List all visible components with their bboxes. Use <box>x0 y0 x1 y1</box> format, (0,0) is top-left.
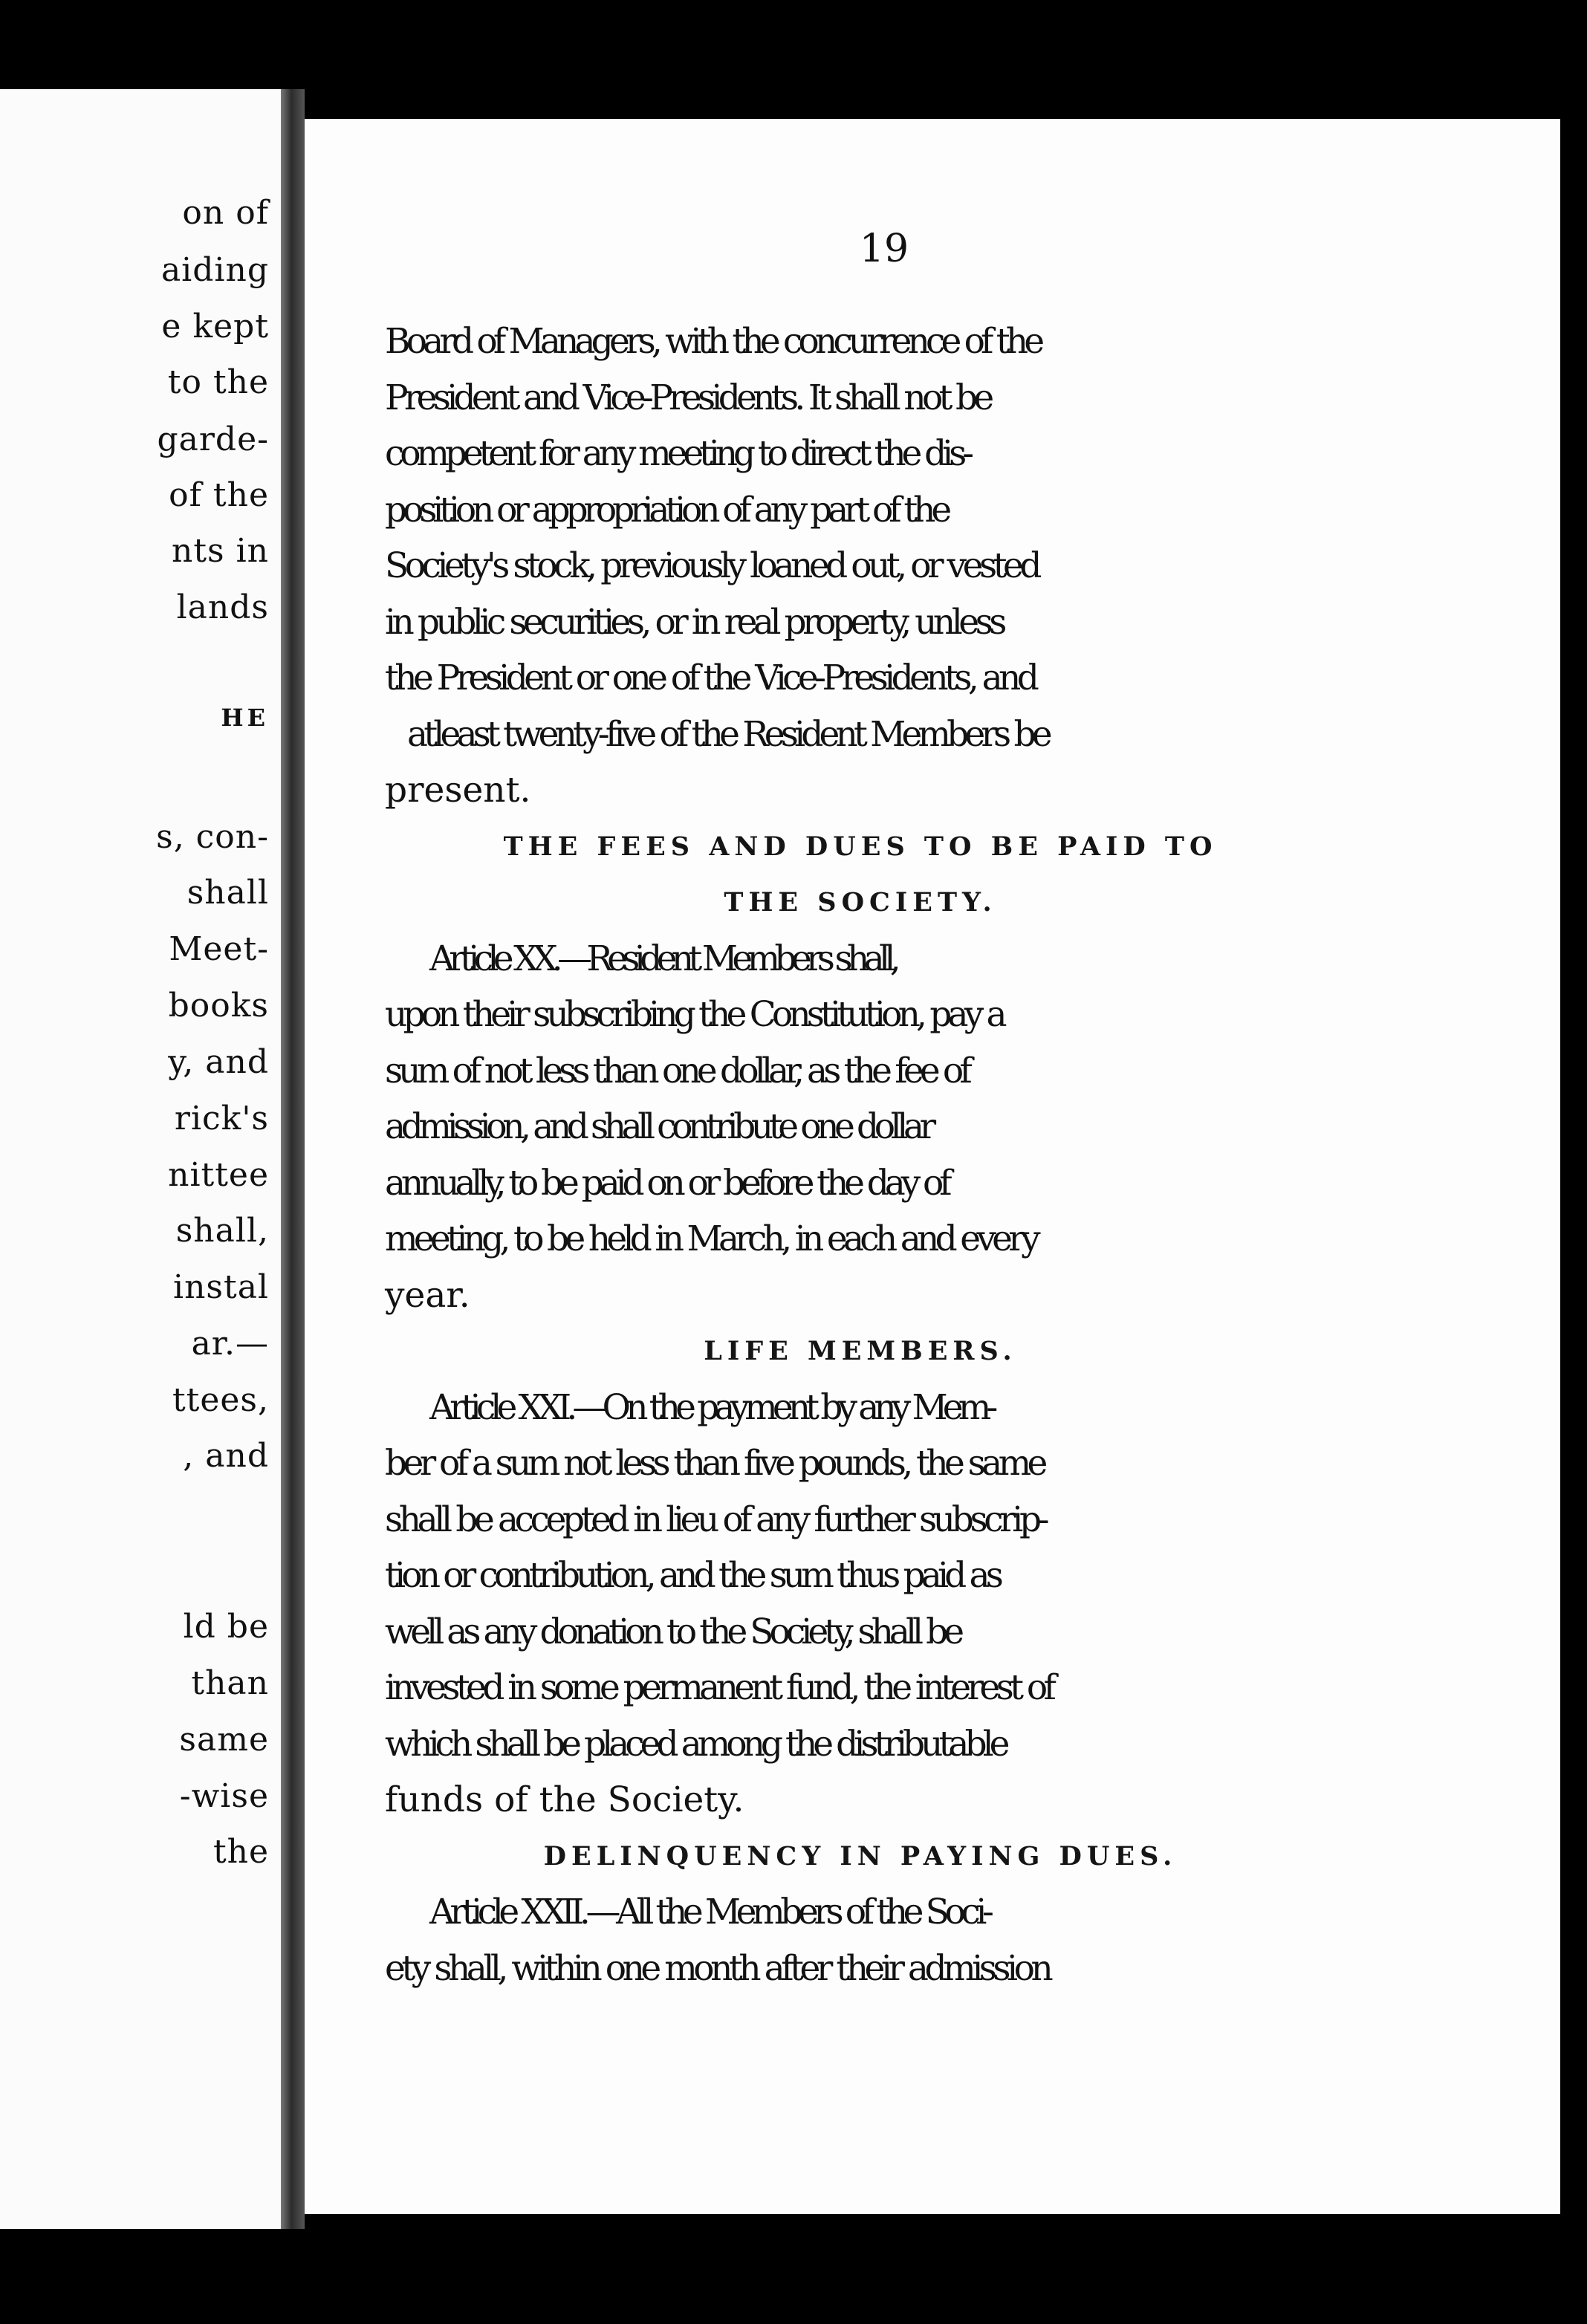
left-page-line: y, and <box>168 1043 269 1081</box>
left-page-line: -wise <box>179 1777 269 1815</box>
left-page-line: aiding <box>160 251 269 289</box>
left-page-line: of the <box>169 476 269 514</box>
text-line: ety shall, within one month after their admission <box>385 1947 1050 1989</box>
left-page-line: s, con- <box>156 818 269 856</box>
left-page-line: HE <box>221 704 269 732</box>
left-page-line: the <box>212 1833 269 1871</box>
left-page-line: same <box>179 1721 269 1759</box>
left-page-line: Meet- <box>169 930 269 968</box>
text-line: the President or one of the Vice-Presidents, and <box>385 658 1036 698</box>
text-line: which shall be placed among the distributable <box>385 1723 1006 1765</box>
text-line: ber of a sum not less than five pounds, the same <box>385 1443 1044 1484</box>
section-heading: LIFE MEMBERS. <box>704 1336 1017 1366</box>
text-line: annually, to be paid on or before the day of <box>385 1162 948 1204</box>
text-line: atleast twenty-five of the Resident Members be <box>407 713 1048 755</box>
text-line: tion or contribution, and the sum thus paid as <box>385 1555 1000 1596</box>
text-line: invested in some permanent fund, the interest of <box>385 1667 1053 1708</box>
left-page-line: nittee <box>168 1156 269 1194</box>
text-line: Article XX.—Resident Members shall, <box>429 938 895 979</box>
left-page-line: nts in <box>172 532 269 570</box>
section-heading: THE FEES AND DUES TO BE PAID TO <box>503 831 1218 862</box>
right-page <box>305 119 1560 2214</box>
left-page-line: books <box>168 987 269 1025</box>
left-page-line: shall <box>186 874 269 912</box>
text-line: Article XXII.—All the Members of the Soci- <box>429 1892 990 1932</box>
left-page-fragment <box>0 89 281 2229</box>
text-line: upon their subscribing the Constitution, pay a <box>385 994 1003 1035</box>
book-spine <box>281 89 305 2229</box>
section-heading: DELINQUENCY IN PAYING DUES. <box>543 1840 1178 1872</box>
text-line: present. <box>385 770 531 811</box>
text-line: in public securities, or in real property, unless <box>385 601 1003 643</box>
left-page-line: than <box>191 1664 269 1702</box>
left-page-line: to the <box>167 363 269 401</box>
left-page-line: ld be <box>183 1608 269 1646</box>
left-page-line: lands <box>176 588 269 626</box>
text-line: competent for any meeting to direct the dis- <box>385 433 970 474</box>
left-page-line: , and <box>183 1437 269 1475</box>
text-line: Society's stock, previously loaned out, or vested <box>385 545 1039 586</box>
page-text <box>385 314 1560 1996</box>
left-page-line: garde- <box>157 421 269 458</box>
text-line: admission, and shall contribute one dollar <box>385 1106 932 1147</box>
text-line: well as any donation to the Society, shall be <box>385 1611 961 1652</box>
text-line: Board of Managers, with the concurrence of the <box>385 321 1041 362</box>
text-line: meeting, to be held in March, in each and every <box>385 1218 1036 1259</box>
text-line: Article XXI.—On the payment by any Mem- <box>429 1386 993 1428</box>
text-line: President and Vice-Presidents. It shall not be <box>385 377 990 418</box>
text-line: shall be accepted in lieu of any further subscrip- <box>385 1499 1046 1540</box>
left-page-line: rick's <box>174 1100 269 1137</box>
section-heading: THE SOCIETY. <box>724 887 997 918</box>
left-page-line: on of <box>182 194 269 232</box>
left-page-line: ttees, <box>172 1381 269 1419</box>
left-page-line: shall, <box>175 1212 269 1250</box>
text-line: sum of not less than one dollar, as the fee of <box>385 1050 968 1091</box>
left-page-line: instal <box>173 1268 269 1306</box>
text-line: funds of the Society. <box>385 1779 744 1820</box>
left-page-line: ar.— <box>191 1325 269 1363</box>
left-page-line: e kept <box>161 308 269 345</box>
page-number: 19 <box>859 227 909 271</box>
text-line: position or appropriation of any part of the <box>385 489 948 530</box>
text-line: year. <box>385 1274 470 1316</box>
